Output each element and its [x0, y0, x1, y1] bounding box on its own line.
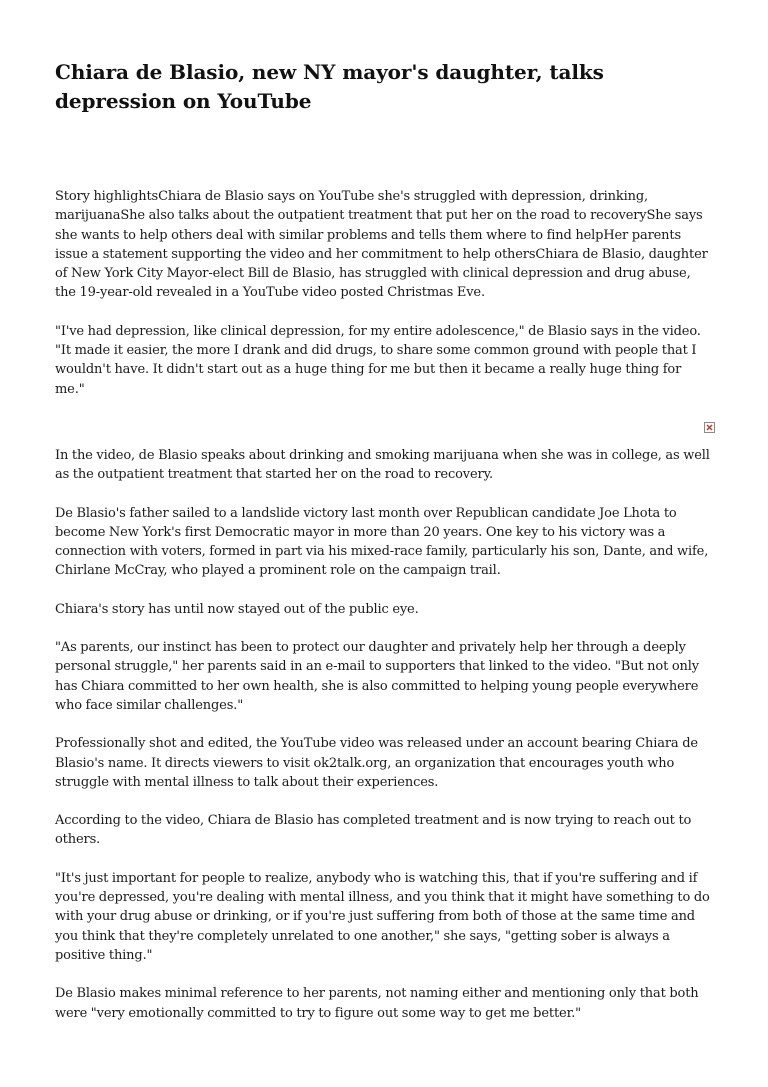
paragraph-completed-treatment: According to the video, Chiara de Blasio has completed treatment and is now trying to reach out to others.: [55, 813, 692, 848]
article-body: [55, 187, 713, 1023]
paragraph-parents-statement: "As parents, our instinct has been to protect our daughter and privately help her through a deeply personal struggle," her parents said in an e-mail to supporters that linked to the video. "But not only has Chiara committed to her own health, she is also committed to helping young people everywhere who face similar challenges.": [55, 640, 699, 713]
paragraph-father-victory: De Blasio's father sailed to a landslide victory last month over Republican candidate Joe Lhota to become New York's first Democratic mayor in more than 20 years. One key to his victory was a connection with voters, formed in part via his mixed-race family, particularly his son, Dante, and wife, Chirlane McCray, who played a prominent role on the campaign trail.: [55, 505, 709, 579]
paragraph-public-eye: Chiara's story has until now stayed out of the public eye.: [55, 601, 419, 617]
paragraph-quote-sober: "It's just important for people to realize, anybody who is watching this, that if you're suffering and if you're depressed, you're dealing with mental illness, and you think that it might have something to do with your drug abuse or drinking, or if you're just suffering from both of those at the same time and you think that they're completely unrelated to one another," she says, "getting sober is always a positive thing.": [55, 870, 710, 963]
paragraph-video-drinking: In the video, de Blasio speaks about drinking and smoking marijuana when she was in college, as well as the outpatient treatment that started her on the road to recovery.: [55, 447, 710, 483]
paragraph-story-highlights: Story highlightsChiara de Blasio says on YouTube she's struggled with depression, drinking, marijuanaShe also talks about the outpatient treatment that put her on the road to recoveryShe says she wants to help others deal with similar problems and tells them where to find helpHer parents issue a statement supporting the video and her commitment to help othersChiara de Blasio, daughter of New York City Mayor-elect Bill de Blasio, has struggled with clinical depression and drug abuse, the 19-year-old revealed in a YouTube video posted Christmas Eve.: [55, 189, 708, 301]
document-page: [55, 0, 713, 1042]
paragraph-video-production: Professionally shot and edited, the YouTube video was released under an account bearing Chiara de Blasio's name. It directs viewers to visit ok2talk.org, an organization that encourages youth who struggle with mental illness to talk about their experiences.: [55, 736, 698, 790]
embedded-image-row: [55, 414, 713, 446]
paragraph-parents-reference: De Blasio makes minimal reference to her parents, not naming either and mentioning only that both were "very emotionally committed to try to figure out some way to get me better.": [55, 986, 699, 1021]
broken-image-icon: [704, 422, 715, 433]
article-title: Chiara de Blasio, new NY mayor's daughter, talks depression on YouTube: [55, 60, 604, 113]
paragraph-quote-depression: "I've had depression, like clinical depression, for my entire adolescence," de Blasio says in the video. "It made it easier, the more I drank and did drugs, to share some common ground with people that I wouldn't have. It didn't start out as a huge thing for me but then it became a really huge thing for me.": [55, 323, 701, 397]
